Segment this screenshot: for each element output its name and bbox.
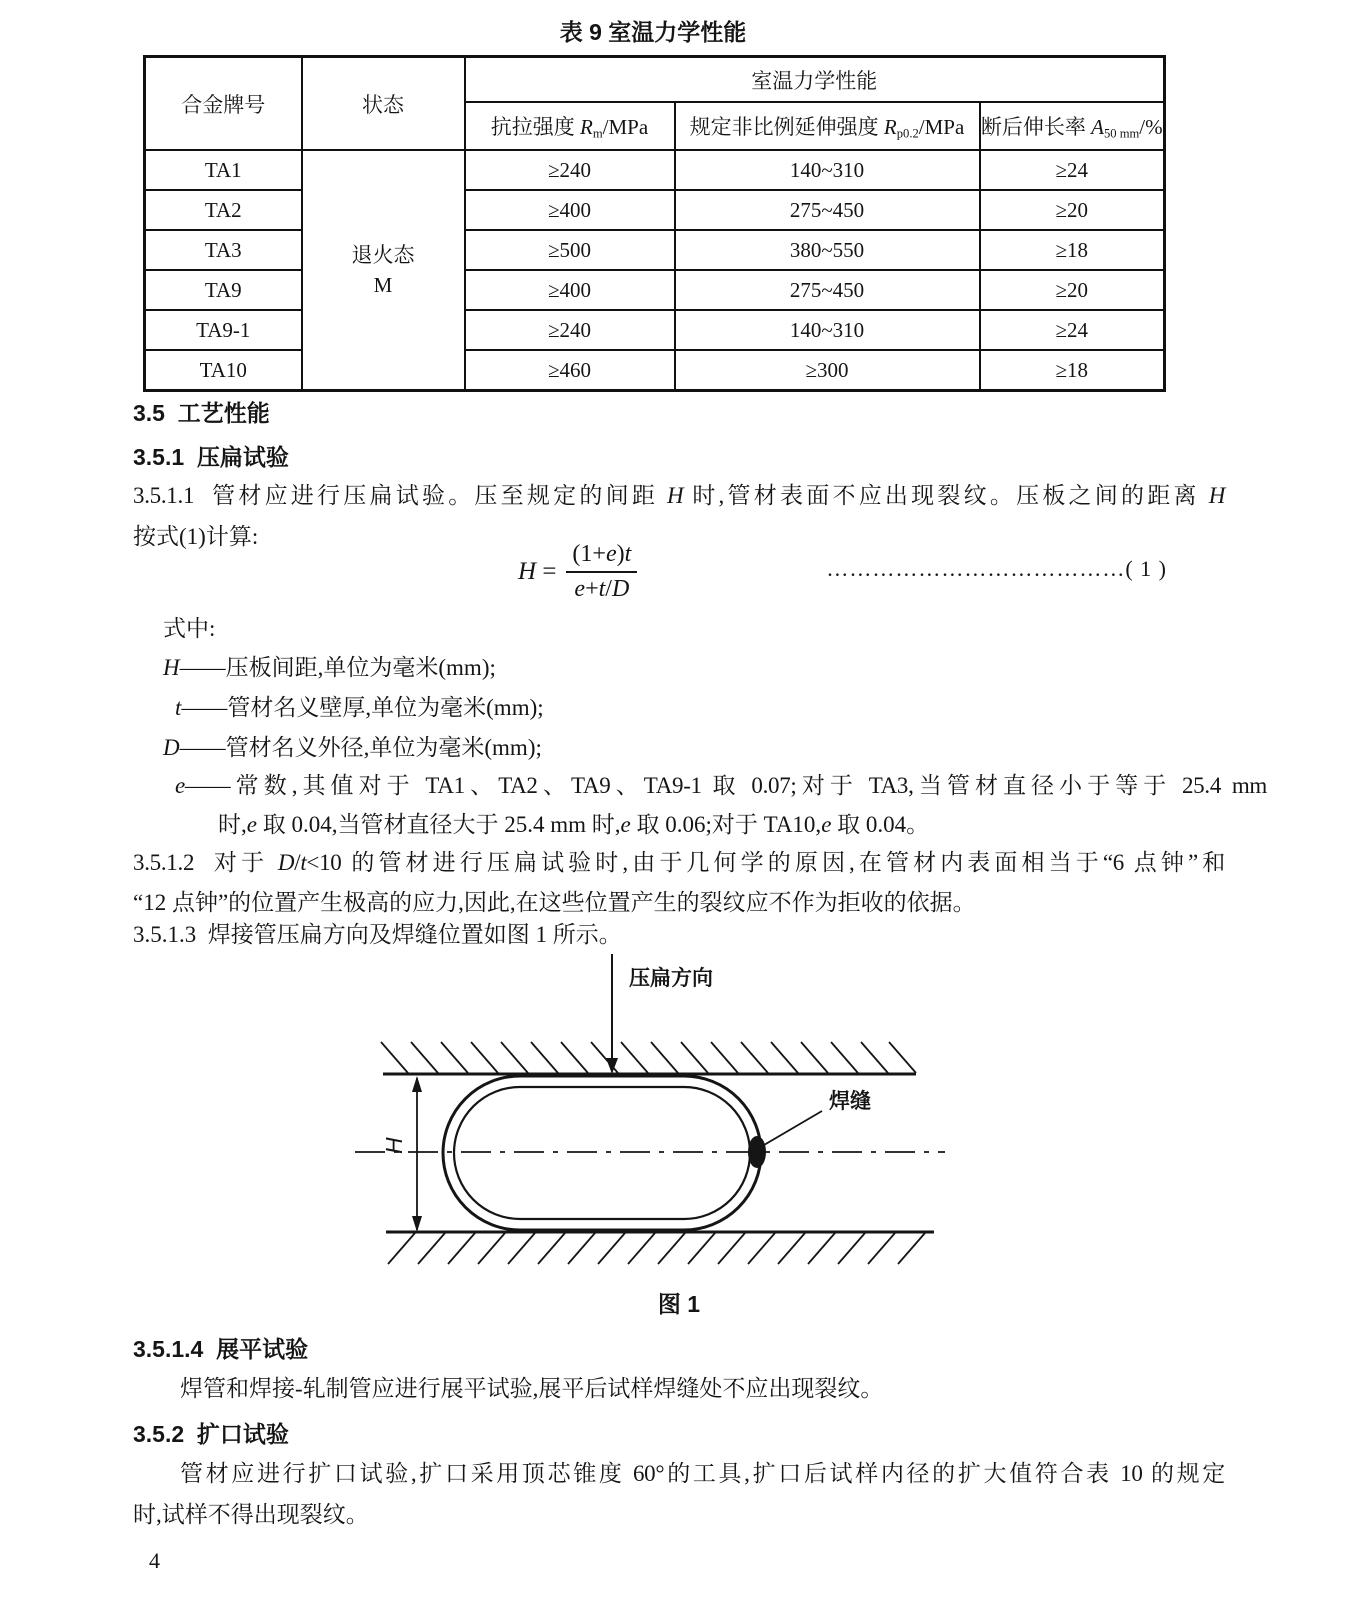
bottom-plate-hatching — [388, 1233, 925, 1264]
cell-yield: 380~550 — [675, 230, 980, 270]
heading-3-5-1: 3.5.1 压扁试验 — [133, 444, 289, 470]
cell-tensile: ≥400 — [465, 270, 675, 310]
cell-elong: ≥24 — [980, 150, 1165, 190]
state-line1: 退火态 — [351, 243, 415, 267]
para-3-5-2-line2: 时,试样不得出现裂纹。 — [133, 1502, 369, 1527]
top-plate-hatching — [381, 1042, 916, 1073]
weld-seam-dot — [748, 1136, 766, 1168]
table-row — [145, 150, 1165, 190]
tube-inner-wall — [454, 1087, 750, 1219]
table-row — [145, 310, 1165, 350]
header-elongation: 断后伸长率 $A_{50 mm}/\%$ — [980, 102, 1165, 150]
cell-yield: 275~450 — [675, 270, 980, 310]
heading-3-5: 3.5 工艺性能 — [133, 400, 270, 426]
formula-number: ( 1 ) — [1125, 556, 1167, 581]
table-row — [145, 190, 1165, 230]
cell-grade: TA9-1 — [145, 310, 302, 350]
table-header-row-1 — [145, 57, 1165, 103]
cell-grade: TA3 — [145, 230, 302, 270]
formula-numerator: (1+e)t — [566, 541, 637, 573]
para-3-5-1-4: 焊管和焊接-轧制管应进行展平试验,展平后试样焊缝处不应出现裂纹。 — [180, 1376, 884, 1401]
cell-elong: ≥18 — [980, 350, 1165, 391]
header-yield-strength: 规定非比例延伸强度 $R_{p0.2}$/MPa — [675, 102, 980, 150]
heading-3-5-1-4: 3.5.1.4 展平试验 — [133, 1336, 309, 1362]
where-intro: 式中: — [163, 616, 216, 641]
cell-tensile: ≥240 — [465, 150, 675, 190]
definition-e-line1: e——常数,其值对于 TA1、TA2、TA9、TA9-1 取 0.07;对于 TA3,当管材直径小于等于 25.4 mm — [175, 773, 1267, 798]
para-3-5-1-2-line2: “12 点钟”的位置产生极高的应力,因此,在这些位置产生的裂纹应不作为拒收的依据。 — [133, 890, 976, 915]
cell-elong: ≥24 — [980, 310, 1165, 350]
formula-expression — [518, 534, 637, 610]
cell-state-merged — [302, 150, 465, 391]
definition-H: H——压板间距,单位为毫米(mm); — [163, 655, 496, 680]
weld-leader-line — [764, 1111, 822, 1145]
figure-1-diagram — [340, 948, 1030, 1268]
cell-elong: ≥18 — [980, 230, 1165, 270]
h-dimension-arrow-top — [412, 1076, 422, 1092]
formula-dots: ………………………………… — [826, 556, 1126, 581]
definition-t: t——管材名义壁厚,单位为毫米(mm); — [175, 695, 544, 720]
tube-outer-wall — [443, 1076, 761, 1230]
cell-tensile: ≥500 — [465, 230, 675, 270]
header-alloy-grade: 合金牌号 — [145, 57, 302, 151]
header-tensile-strength: 抗拉强度 $R_m$/MPa — [465, 102, 675, 150]
cell-tensile: ≥460 — [465, 350, 675, 391]
para-3-5-1-3: 3.5.1.3 焊接管压扁方向及焊缝位置如图 1 所示。 — [133, 922, 622, 947]
definition-e-line2: 时,e 取 0.04,当管材直径大于 25.4 mm 时,e 取 0.06;对于 TA10,e 取 0.04。 — [218, 812, 930, 837]
h-dimension-arrow-bottom — [412, 1216, 422, 1232]
para-3-5-2-line1: 管材应进行扩口试验,扩口采用顶芯锥度 60°的工具,扩口后试样内径的扩大值符合表 10 的规定 — [180, 1461, 1225, 1486]
h-dimension-label: H — [381, 1137, 407, 1154]
cell-grade: TA9 — [145, 270, 302, 310]
cell-grade: TA10 — [145, 350, 302, 391]
formula-1 — [133, 534, 1225, 610]
formula-denominator: e+t/D — [574, 576, 630, 602]
state-line2: M — [373, 273, 393, 297]
heading-3-5-2: 3.5.2 扩口试验 — [133, 1421, 289, 1447]
definition-D: D——管材名义外径,单位为毫米(mm); — [163, 735, 542, 760]
mechanical-properties-table — [143, 55, 1166, 392]
formula-lhs: H = — [518, 558, 557, 585]
table-row — [145, 350, 1165, 391]
cell-yield: 275~450 — [675, 190, 980, 230]
para-3-5-1-2-line1: 3.5.1.2 对于 D/t<10 的管材进行压扁试验时,由于几何学的原因,在管材内表面相当于“6 点钟”和 — [133, 850, 1226, 875]
table-row — [145, 230, 1165, 270]
header-group: 室温力学性能 — [465, 57, 1165, 103]
cell-tensile: ≥240 — [465, 310, 675, 350]
cell-elong: ≥20 — [980, 190, 1165, 230]
cell-elong: ≥20 — [980, 270, 1165, 310]
formula-dots-and-number — [826, 556, 1167, 582]
para-3-5-1-1-line1: 3.5.1.1 管材应进行压扁试验。压至规定的间距 H 时,管材表面不应出现裂纹。压板之间的距离 H — [133, 483, 1225, 508]
formula-fraction — [566, 541, 637, 603]
cell-grade: TA1 — [145, 150, 302, 190]
header-state: 状态 — [302, 57, 465, 151]
cell-tensile: ≥400 — [465, 190, 675, 230]
table-row — [145, 270, 1165, 310]
para-3-5-1-1-line2: 按式(1)计算: — [133, 524, 259, 549]
cell-yield: 140~310 — [675, 310, 980, 350]
cell-yield: 140~310 — [675, 150, 980, 190]
weld-seam-label: 焊缝 — [829, 1090, 871, 1113]
page-number: 4 — [149, 1548, 160, 1573]
press-direction-label: 压扁方向 — [629, 967, 713, 990]
cell-grade: TA2 — [145, 190, 302, 230]
figure-1-caption: 图 1 — [657, 1291, 701, 1317]
cell-yield: ≥300 — [675, 350, 980, 391]
table-title: 表 9 室温力学性能 — [559, 19, 747, 45]
